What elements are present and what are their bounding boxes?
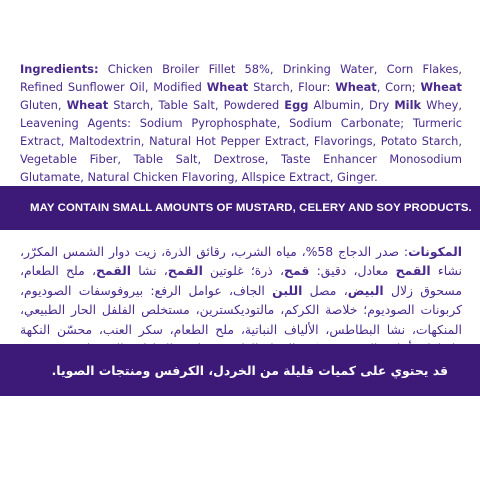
allergen-wheat: Wheat <box>420 80 462 94</box>
arabic-ingredients-label: المكونات <box>408 244 462 259</box>
ingredient-text: ، نشا <box>131 263 168 279</box>
allergen-milk: اللبن <box>272 282 303 298</box>
english-allergen-warning-banner <box>0 186 480 230</box>
ingredient-text: : صدر الدجاج 58%، مياه الشرب، رقائق الذرة، زيت دوار الشمس المكرّر، نشاء <box>20 244 463 279</box>
arabic-ingredients <box>20 242 462 358</box>
ingredient-text: Gluten, <box>20 98 67 112</box>
ingredient-text: معادل، دقيق: <box>309 263 396 279</box>
ingredient-text: Starch, Table Salt, Powdered <box>108 98 285 112</box>
ingredient-text: الجاف، عوامل الرفع: بيروفوسفات الصوديوم، كربونات الصوديوم؛ خلاصة الكركم، مالتوديكسترين، مستخلص الفلفل الحار الطبيعي، المنكهات، نشا البطاطس، الألياف النباتية، ملح الطعام، سكر العنب، محسّن النكهة <box>20 282 462 337</box>
allergen-milk: Milk <box>394 98 422 112</box>
arabic-allergen-warning-banner <box>0 344 480 396</box>
allergen-wheat: Wheat <box>335 80 377 94</box>
allergen-wheat: القمح <box>95 263 132 279</box>
allergen-egg: البيض <box>347 282 384 298</box>
english-allergen-warning: MAY CONTAIN SMALL AMOUNTS OF MUSTARD, CELERY AND SOY PRODUCTS. <box>30 202 472 214</box>
ingredient-text: ، ذرة؛ غلوتين <box>202 263 285 279</box>
allergen-wheat: قمح <box>284 263 310 279</box>
ingredient-text: Starch, Flour: <box>248 80 336 94</box>
ingredient-text: ، ملح الطعام، مسحوق زلال <box>20 263 462 298</box>
allergen-wheat: Wheat <box>206 80 249 94</box>
english-ingredients-label: Ingredients: <box>20 62 99 76</box>
english-ingredients <box>20 60 462 186</box>
allergen-wheat: القمح <box>167 263 203 279</box>
allergen-wheat: القمح <box>395 263 431 279</box>
arabic-allergen-warning: قد يحتوي على كميات قليلة من الخردل، الكرفس ومنتجات الصويا. <box>51 362 448 378</box>
allergen-egg: Egg <box>284 98 309 112</box>
ingredient-text: ، مصل <box>302 282 348 298</box>
ingredient-text: , Corn; <box>376 80 421 94</box>
ingredient-text: Whey, Leavening Agents: Sodium Pyrophosphate, Sodium Carbonate; Turmeric Extract, Maltodextrin, Natural Hot Pepper Extract, Flavorings, Potato Starch, Vegetable Fiber, Table Salt, Dextrose, Taste Enhancer Monosodium Glutamate, Natural Chicken Flavoring, Allspice Extract, Ginger. <box>20 98 462 184</box>
allergen-wheat: Wheat <box>66 98 109 112</box>
ingredient-text: Chicken Broiler Fillet 58%, Drinking Water, Corn Flakes, Refined Sunflower Oil, Modified <box>20 62 462 94</box>
ingredient-text: Albumin, Dry <box>308 98 395 112</box>
